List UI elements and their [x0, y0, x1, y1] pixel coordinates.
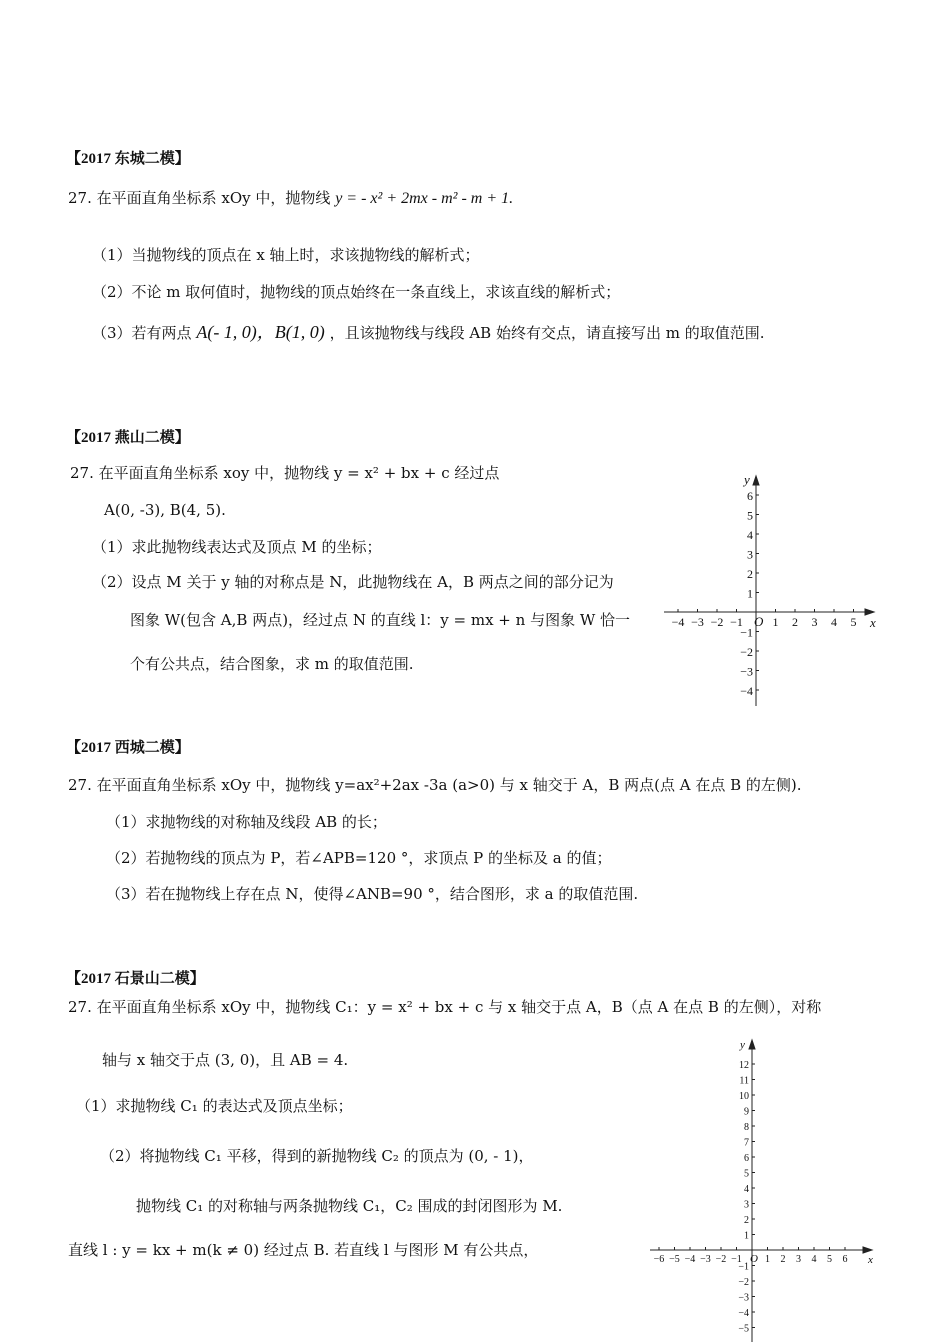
stem-formula: y = - x² + 2mx - m² - m + 1.: [335, 190, 514, 207]
y-tick-label: 1: [747, 586, 753, 601]
section-2-q1: （1）求此抛物线表达式及顶点 M 的坐标；: [92, 538, 382, 556]
x-axis-label: x: [870, 615, 876, 630]
x-tick-label: 6: [842, 1254, 848, 1265]
x-tick-label: 3: [811, 615, 818, 629]
y-tick-label: 4: [744, 1184, 749, 1195]
y-axis-label: y: [740, 1039, 745, 1051]
x-tick-label: −5: [669, 1254, 680, 1265]
y-tick-label: 3: [744, 1199, 749, 1211]
x-tick-label: −6: [653, 1254, 665, 1265]
y-tick-label: 3: [747, 547, 753, 562]
section-4-q2-line3: 直线 l : y = kx + m(k ≠ 0) 经过点 B. 若直线 l 与图形 M 有公共点，: [68, 1241, 539, 1259]
y-tick-label: −3: [738, 1292, 749, 1304]
y-tick-label: 10: [739, 1091, 749, 1102]
x-tick-label: 4: [831, 615, 837, 629]
y-tick-label: 6: [744, 1153, 749, 1164]
section-3-header: 【2017 西城二模】: [66, 740, 190, 756]
section-3-q3: （3）若在抛物线上存在点 N，使得∠ANB=90 °，结合图形，求 a 的取值范围.: [106, 885, 639, 903]
y-tick-label: 4: [747, 528, 753, 542]
section-4-q2-line1: （2）将抛物线 C₁ 平移，得到的新抛物线 C₂ 的顶点为 (0, - 1)，: [100, 1147, 534, 1165]
x-tick-label: −2: [710, 615, 724, 629]
section-4-q2-line2: 抛物线 C₁ 的对称轴与两条抛物线 C₁，C₂ 围成的封闭图形为 M.: [136, 1197, 563, 1215]
x-tick-label: 5: [827, 1254, 832, 1265]
x-tick-label: −4: [671, 615, 685, 629]
y-tick-label: −5: [738, 1323, 749, 1335]
y-tick-label: −2: [738, 1277, 749, 1288]
y-tick-label: 12: [739, 1060, 749, 1071]
coordinate-grid-2: [646, 1032, 878, 1344]
x-tick-label: −1: [730, 615, 743, 629]
section-4-q1: （1）求抛物线 C₁ 的表达式及顶点坐标；: [76, 1097, 353, 1115]
section-1-stem: [68, 188, 513, 209]
section-1-q1: （1）当抛物线的顶点在 x 轴上时，求该抛物线的解析式；: [92, 246, 480, 264]
y-tick-label: 5: [744, 1168, 749, 1180]
x-tick-label: 4: [811, 1254, 817, 1265]
section-2-q2-line1: （2）设点 M 关于 y 轴的对称点是 N，此抛物线在 A，B 两点之间的部分记为: [92, 573, 614, 591]
y-tick-label: 8: [744, 1122, 749, 1133]
section-2-header: 【2017 燕山二模】: [66, 430, 190, 446]
section-2-q2-line3: 个有公共点，结合图象，求 m 的取值范围.: [130, 655, 414, 673]
x-tick-label: 2: [780, 1254, 786, 1265]
x-tick-label: −3: [700, 1254, 711, 1265]
x-axis-label: x: [868, 1254, 873, 1266]
y-tick-label: −3: [740, 664, 753, 679]
y-tick-label: 1: [744, 1230, 749, 1242]
y-axis-arrow: [753, 476, 759, 485]
y-tick-label: 9: [744, 1106, 749, 1118]
x-tick-label: −4: [684, 1254, 696, 1265]
section-4-stem: 27. 在平面直角坐标系 xOy 中，抛物线 C₁：y = x² + bx + c 与 x 轴交于点 A，B（点 A 在点 B 的左侧），对称: [68, 998, 822, 1016]
y-tick-label: 5: [747, 508, 753, 523]
x-axis-arrow: [863, 1247, 872, 1253]
x-tick-label: −1: [731, 1254, 742, 1265]
y-tick-label: 7: [744, 1137, 749, 1149]
section-3-q1: （1）求抛物线的对称轴及线段 AB 的长；: [106, 813, 387, 831]
x-tick-label: 1: [772, 615, 779, 629]
q3-prefix: （3）若有两点: [92, 324, 192, 342]
x-tick-label: 1: [765, 1254, 770, 1265]
y-tick-label: −1: [738, 1261, 749, 1273]
stem-text: 27. 在平面直角坐标系 xOy 中，抛物线: [68, 189, 331, 207]
origin-label: O: [750, 1253, 758, 1265]
section-1-q3: [92, 322, 765, 343]
y-tick-label: 2: [744, 1215, 749, 1226]
y-tick-label: 11: [739, 1075, 749, 1087]
x-tick-label: −2: [715, 1254, 727, 1265]
section-1-header: 【2017 东城二模】: [66, 151, 190, 167]
y-axis-label: y: [744, 472, 750, 487]
y-tick-label: 6: [747, 489, 753, 503]
origin-label: O: [754, 614, 764, 629]
x-tick-label: 3: [796, 1254, 801, 1265]
y-axis-arrow: [749, 1040, 755, 1049]
x-tick-label: 2: [792, 615, 798, 629]
y-tick-label: 2: [747, 567, 753, 581]
y-tick-label: −1: [740, 625, 753, 640]
q3-suffix: ，且该抛物线与线段 AB 始终有交点，请直接写出 m 的取值范围.: [329, 324, 765, 342]
coordinate-grid-1: [660, 468, 880, 708]
q3-points: A(- 1, 0)，B(1, 0): [196, 322, 325, 342]
y-tick-label: −4: [740, 684, 753, 698]
y-tick-label: −4: [738, 1308, 749, 1319]
x-tick-label: 5: [850, 615, 857, 629]
x-tick-label: −3: [691, 615, 704, 629]
section-2-stem: 27. 在平面直角坐标系 xoy 中，抛物线 y = x² + bx + c 经过点: [70, 464, 500, 482]
section-4-stem2: 轴与 x 轴交于点 (3, 0)，且 AB = 4.: [102, 1051, 349, 1069]
section-2-q2-line2: 图象 W(包含 A,B 两点)，经过点 N 的直线 l：y = mx + n 与图象 W 恰一: [130, 611, 631, 629]
section-1-q2: （2）不论 m 取何值时，抛物线的顶点始终在一条直线上，求该直线的解析式；: [92, 283, 621, 301]
section-4-header: 【2017 石景山二模】: [66, 971, 205, 987]
section-2-points: A(0, -3), B(4, 5).: [104, 501, 226, 519]
section-3-stem: 27. 在平面直角坐标系 xOy 中，抛物线 y=ax²+2ax -3a (a>0) 与 x 轴交于 A，B 两点(点 A 在点 B 的左侧).: [68, 776, 802, 794]
section-3-q2: （2）若抛物线的顶点为 P，若∠APB=120 °，求顶点 P 的坐标及 a 的值；: [106, 849, 612, 867]
y-tick-label: −2: [740, 645, 753, 659]
